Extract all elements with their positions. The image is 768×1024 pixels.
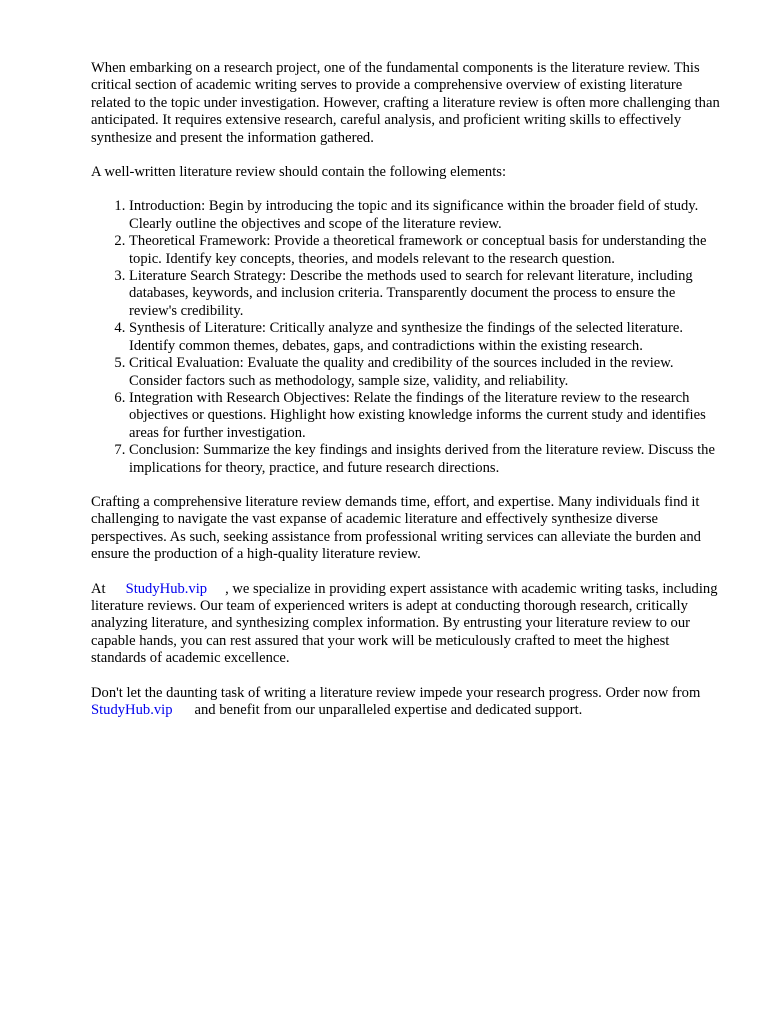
studyhub-paragraph xyxy=(91,581,723,668)
closing-paragraph-prefix: Don't let the daunting task of writing a literature review impede your research progress. Order now from xyxy=(91,684,701,701)
document-page xyxy=(91,60,723,736)
list-item: 3. Literature Search Strategy: Describe the methods used to search for relevant literature, including databases, keywords, and inclusion criteria. Transparently document the process to ensure the review's credibility. xyxy=(129,268,723,320)
closing-paragraph xyxy=(91,685,723,720)
list-item: 4. Synthesis of Literature: Critically analyze and synthesize the findings of the selected literature. Identify common themes, debates, gaps, and contradictions within the existing research. xyxy=(129,320,723,355)
list-item: 6. Integration with Research Objectives: Relate the findings of the literature review to the research objectives or questions. Highlight how existing knowledge informs the current study and identifies areas for further investigation. xyxy=(129,390,723,442)
studyhub-link-2[interactable]: StudyHub.vip xyxy=(91,702,173,718)
studyhub-link[interactable]: StudyHub.vip xyxy=(125,580,208,597)
studyhub-paragraph-suffix: , we specialize in providing expert assistance with academic writing tasks, including literature reviews. Our team of experienced writers is adept at conducting thorough research, critically analyzing literature, and synthesizing complex information. By entrusting your literature review to our capable hands, you can rest assured that your work will be meticulously crafted to meet the highest standards of academic excellence. xyxy=(91,580,718,667)
intro-paragraph: When embarking on a research project, one of the fundamental components is the literature review. This critical section of academic writing serves to provide a comprehensive overview of existing literature related to the topic under investigation. However, crafting a literature review is often more challenging than anticipated. It requires extensive research, careful analysis, and proficient writing skills to effectively synthesize and present the information gathered. xyxy=(91,60,720,146)
elements-list xyxy=(91,198,723,477)
list-item: 1. Introduction: Begin by introducing the topic and its significance within the broader field of study. Clearly outline the objectives and scope of the literature review. xyxy=(129,198,723,233)
elements-lead-paragraph: A well-written literature review should contain the following elements: xyxy=(91,164,506,181)
list-item: 7. Conclusion: Summarize the key findings and insights derived from the literature review. Discuss the implications for theory, practice, and future research directions. xyxy=(129,442,723,477)
closing-paragraph-suffix: and benefit from our unparalleled expertise and dedicated support. xyxy=(194,702,583,718)
studyhub-paragraph-prefix: At xyxy=(91,580,106,597)
list-item: 2. Theoretical Framework: Provide a theoretical framework or conceptual basis for understanding the topic. Identify key concepts, theories, and models relevant to the research question. xyxy=(129,233,723,268)
crafting-paragraph: Crafting a comprehensive literature review demands time, effort, and expertise. Many individuals find it challenging to navigate the vast expanse of academic literature and effectively synthesize diverse perspectives. As such, seeking assistance from professional writing services can alleviate the burden and ensure the production of a high-quality literature review. xyxy=(91,493,701,563)
list-item: 5. Critical Evaluation: Evaluate the quality and credibility of the sources included in the review. Consider factors such as methodology, sample size, validity, and reliability. xyxy=(129,355,723,390)
